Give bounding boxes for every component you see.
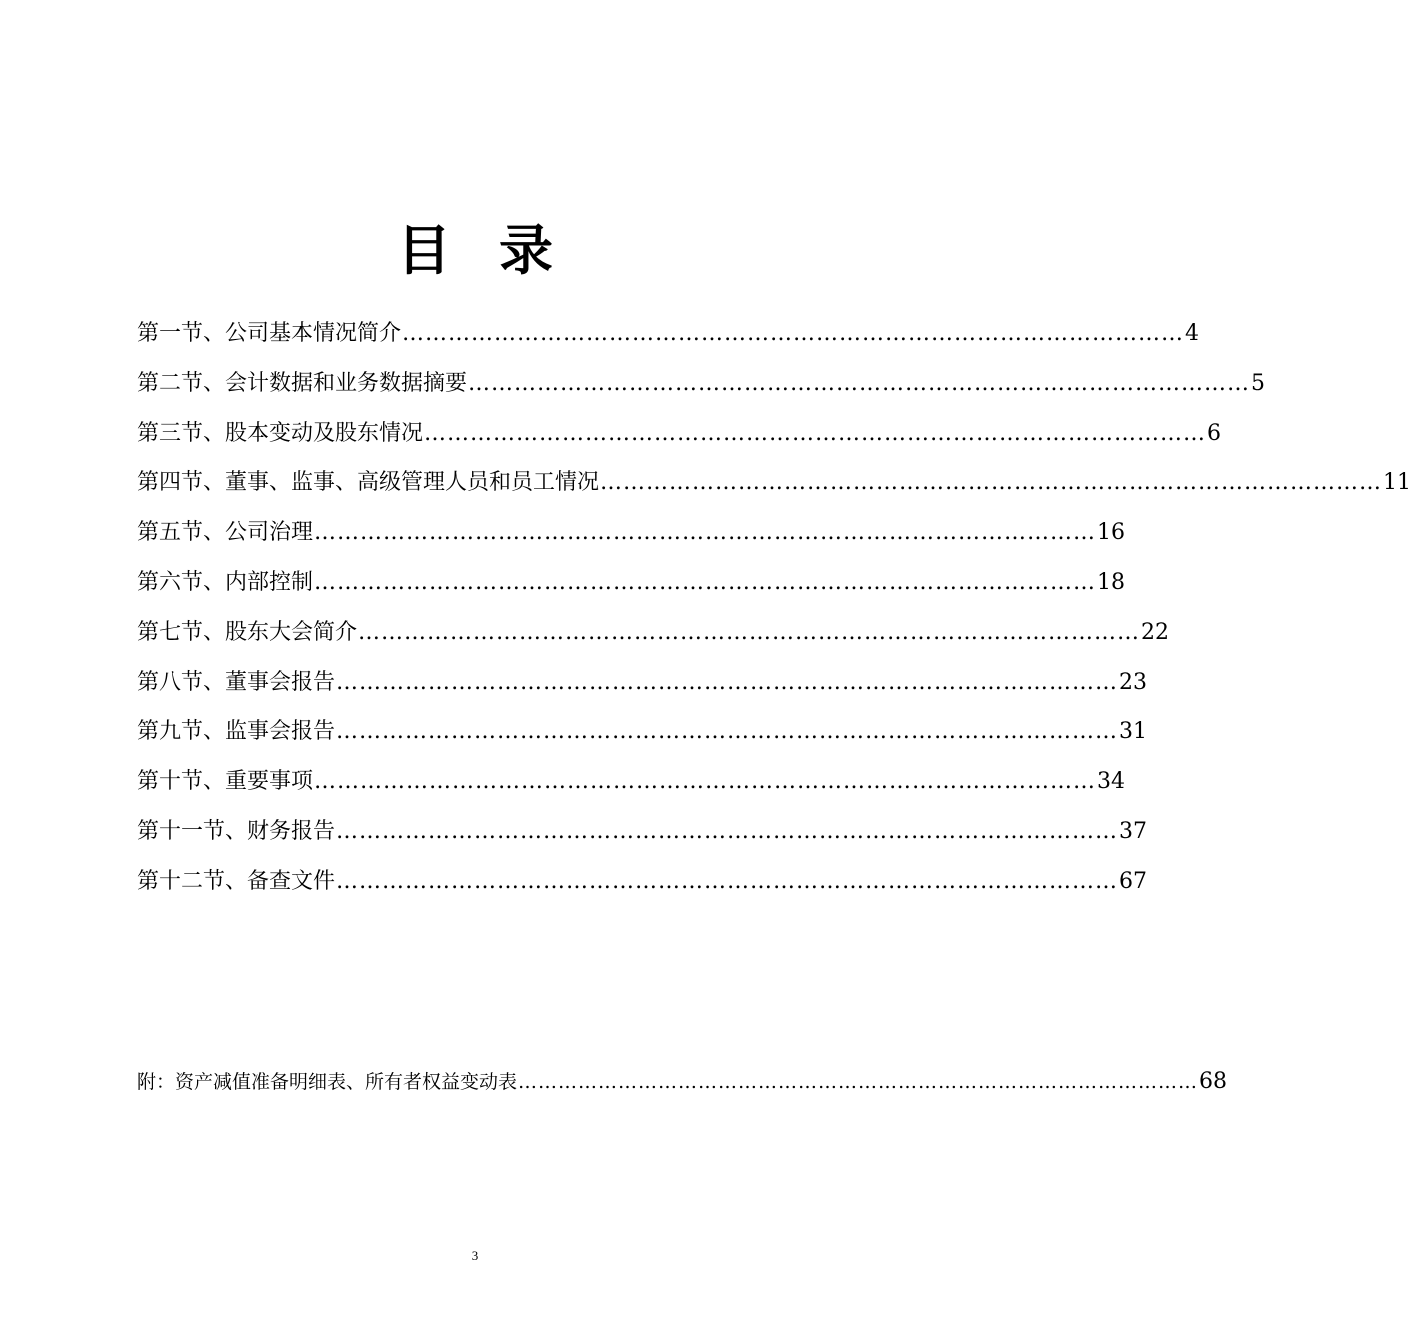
toc-entry-page: 18 bbox=[1097, 569, 1126, 595]
toc-entry[interactable] bbox=[137, 362, 1266, 412]
appendix-page: 68 bbox=[1199, 1069, 1228, 1094]
toc-entry[interactable] bbox=[137, 810, 1148, 860]
toc-leader-dots: ………………………………………………………………………………………… bbox=[358, 619, 1141, 645]
toc-entry[interactable] bbox=[137, 511, 1126, 561]
toc-entry-page: 23 bbox=[1119, 669, 1148, 695]
toc-entry-label: 第十二节、备查文件 bbox=[137, 868, 336, 894]
toc-entry[interactable] bbox=[137, 412, 1222, 462]
toc-entry-label: 第九节、监事会报告 bbox=[137, 719, 336, 745]
toc-entry-page: 11 bbox=[1383, 470, 1411, 496]
appendix-entry[interactable] bbox=[137, 1062, 1228, 1102]
toc-leader-dots: ………………………………………………………………………………………… bbox=[336, 719, 1119, 745]
appendix-label: 附：资产减值准备明细表、所有者权益变动表 bbox=[137, 1071, 518, 1093]
title-char-1: 目 bbox=[397, 219, 451, 282]
toc-entry[interactable] bbox=[137, 561, 1126, 611]
toc-leader-dots: ………………………………………………………………………………………… bbox=[336, 868, 1119, 894]
toc-leader-dots: ………………………………………………………………………………………… bbox=[336, 818, 1119, 844]
toc-leader-dots: ………………………………………………………………………………………… bbox=[314, 569, 1097, 595]
toc-entry[interactable] bbox=[137, 860, 1148, 910]
toc-leader-dots: ………………………………………………………………………………………… bbox=[336, 669, 1119, 695]
toc-entry[interactable] bbox=[137, 461, 1411, 511]
toc-entry-page: 6 bbox=[1207, 420, 1222, 446]
toc-entry-page: 5 bbox=[1251, 370, 1266, 396]
toc-entry-page: 67 bbox=[1119, 868, 1148, 894]
toc-entry-page: 34 bbox=[1097, 769, 1126, 795]
toc-entry-page: 16 bbox=[1097, 520, 1126, 546]
toc-entry-label: 第六节、内部控制 bbox=[137, 569, 314, 595]
toc-entry-label: 第五节、公司治理 bbox=[137, 520, 314, 546]
appendix-leader-dots: ………………………………………………………………………………………… bbox=[518, 1071, 1199, 1093]
toc-entry[interactable] bbox=[137, 312, 1200, 362]
toc-entry[interactable] bbox=[137, 760, 1126, 810]
toc-entry-page: 22 bbox=[1141, 619, 1170, 645]
toc-entry-label: 第八节、董事会报告 bbox=[137, 669, 336, 695]
toc-entry[interactable] bbox=[137, 611, 1170, 661]
toc-entry[interactable] bbox=[137, 710, 1148, 760]
toc-leader-dots: ………………………………………………………………………………………… bbox=[600, 470, 1383, 496]
toc-entry-label: 第一节、公司基本情况简介 bbox=[137, 321, 402, 346]
toc-entry-page: 31 bbox=[1119, 719, 1148, 745]
toc-entry-label: 第十一节、财务报告 bbox=[137, 818, 336, 844]
toc-leader-dots: ………………………………………………………………………………………… bbox=[314, 769, 1097, 795]
toc-leader-dots: ………………………………………………………………………………………… bbox=[424, 420, 1207, 446]
toc-entry-page: 4 bbox=[1185, 321, 1200, 346]
toc-entry-label: 第三节、股本变动及股东情况 bbox=[137, 420, 424, 446]
toc-leader-dots: ………………………………………………………………………………………… bbox=[314, 520, 1097, 546]
toc-entry-label: 第十节、重要事项 bbox=[137, 769, 314, 795]
toc-entry-label: 第四节、董事、监事、高级管理人员和员工情况 bbox=[137, 470, 600, 496]
page-title bbox=[0, 218, 950, 284]
toc-entry-page: 37 bbox=[1119, 818, 1148, 844]
toc-entry-label: 第二节、会计数据和业务数据摘要 bbox=[137, 370, 468, 396]
toc-leader-dots: ………………………………………………………………………………………… bbox=[468, 370, 1251, 396]
table-of-contents bbox=[137, 312, 1411, 910]
toc-entry-label: 第七节、股东大会简介 bbox=[137, 619, 358, 645]
title-char-2: 录 bbox=[499, 219, 553, 282]
toc-leader-dots: ………………………………………………………………………………………… bbox=[402, 321, 1185, 346]
page-number: 3 bbox=[471, 1248, 479, 1263]
toc-entry[interactable] bbox=[137, 661, 1148, 711]
